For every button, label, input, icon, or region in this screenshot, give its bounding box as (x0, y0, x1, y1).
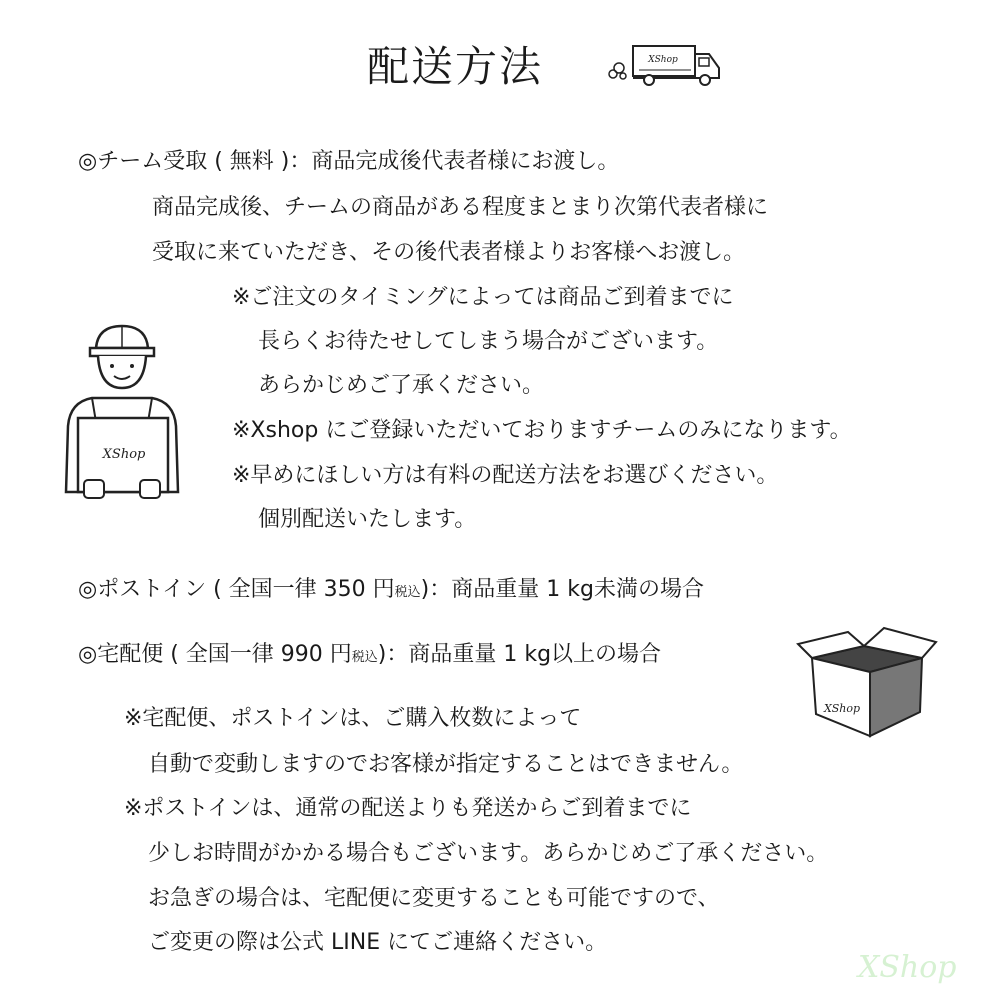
team-note-2: 長らくお待たせしてしまう場合がございます。 (258, 329, 719, 354)
team-line-1: 商品完成後、チームの商品がある程度まとまり次第代表者様に (152, 195, 769, 220)
cardboard-box-icon (794, 624, 944, 742)
shipping-note-1: ※宅配便、ポストインは、ご購入枚数によって (124, 706, 582, 731)
team-note-3: あらかじめご了承ください。 (258, 373, 545, 398)
team-note-5: ※早めにほしい方は有料の配送方法をお選びください。 (232, 463, 779, 488)
team-heading: ◎チーム受取 ( 無料 )：商品完成後代表者様にお渡し。 (78, 149, 620, 174)
shipping-note-5: お急ぎの場合は、宅配便に変更することも可能ですので、 (148, 886, 720, 911)
post-tax-label: 税込 (394, 585, 421, 600)
team-note-6: 個別配送いたします。 (258, 507, 477, 532)
box-logo: XShop (823, 702, 861, 715)
post-in-line: ◎ポストイン ( 全国一律 350 円税込)：商品重量 1 kg未満の場合 (78, 577, 704, 602)
delivery-truck-icon (605, 40, 725, 90)
takuhai-tax-label: 税込 (351, 650, 378, 665)
shipping-note-3: ※ポストインは、通常の配送よりも発送からご到着までに (124, 796, 692, 821)
shipping-note-2: 自動で変動しますのでお客様が指定することはできません。 (148, 752, 744, 777)
truck-logo: XShop (648, 55, 678, 65)
team-line-2: 受取に来ていただき、その後代表者様よりお客様へお渡し。 (152, 240, 746, 265)
page-title: 配送方法 (366, 42, 543, 91)
worker-box-logo: XShop (102, 447, 146, 462)
shipping-note-4: 少しお時間がかかる場合もございます。あらかじめご了承ください。 (148, 841, 829, 866)
shipping-note-6: ご変更の際は公式 LINE にてご連絡ください。 (148, 930, 608, 955)
delivery-worker-icon (58, 322, 198, 507)
team-note-4: ※Xshop にご登録いただいておりますチームのみになります。 (232, 418, 852, 443)
xshop-watermark: XShop (858, 950, 957, 985)
takuhai-line: ◎宅配便 ( 全国一律 990 円税込)：商品重量 1 kg以上の場合 (78, 642, 662, 667)
team-note-1: ※ご注文のタイミングによっては商品ご到着までに (232, 285, 734, 310)
